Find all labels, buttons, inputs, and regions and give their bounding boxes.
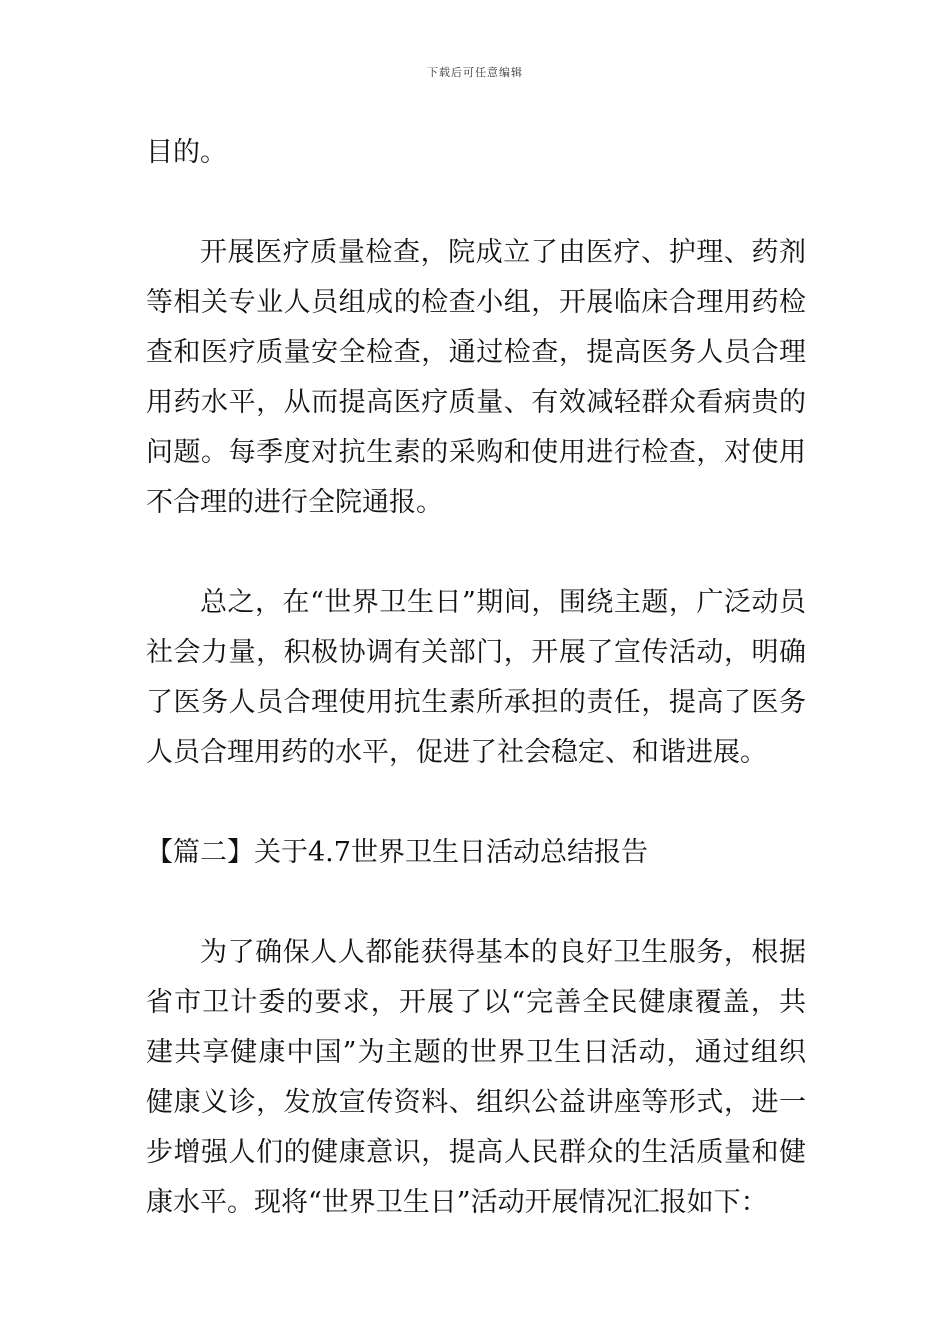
paragraph-summary: 总之，在“世界卫生日”期间，围绕主题，广泛动员社会力量，积极协调有关部门，开展了宣传活动，明确了医务人员合理使用抗生素所承担的责任，提高了医务人员合理用药的水平，促进了社会稳定、和谐进展。 [146,587,806,768]
paragraph-gap [146,178,806,228]
paragraph-gap [146,528,806,578]
document-body [146,128,806,1228]
paragraph-quality-check: 开展医疗质量检查，院成立了由医疗、护理、药剂等相关专业人员组成的检查小组，开展临床合理用药检查和医疗质量安全检查，通过检查，提高医务人员合理用药水平，从而提高医疗质量、有效减轻群众看病贵的问题。每季度对抗生素的采购和使用进行检查，对使用不合理的进行全院通报。 [146,237,806,518]
paragraph-intro: 为了确保人人都能获得基本的良好卫生服务，根据省市卫计委的要求，开展了以“完善全民健康覆盖，共建共享健康中国”为主题的世界卫生日活动，通过组织健康义诊，发放宣传资料、组织公益讲座等形式，进一步增强人们的健康意识，提高人民群众的生活质量和健康水平。现将“世界卫生日”活动开展情况汇报如下： [146,937,806,1218]
section-heading: 【篇二】关于4.7世界卫生日活动总结报告 [146,837,648,868]
paragraph-continuation: 目的。 [146,137,227,168]
paragraph-gap [146,778,806,828]
paragraph-gap [146,878,806,928]
page-header-note: 下载后可任意编辑 [427,66,523,79]
